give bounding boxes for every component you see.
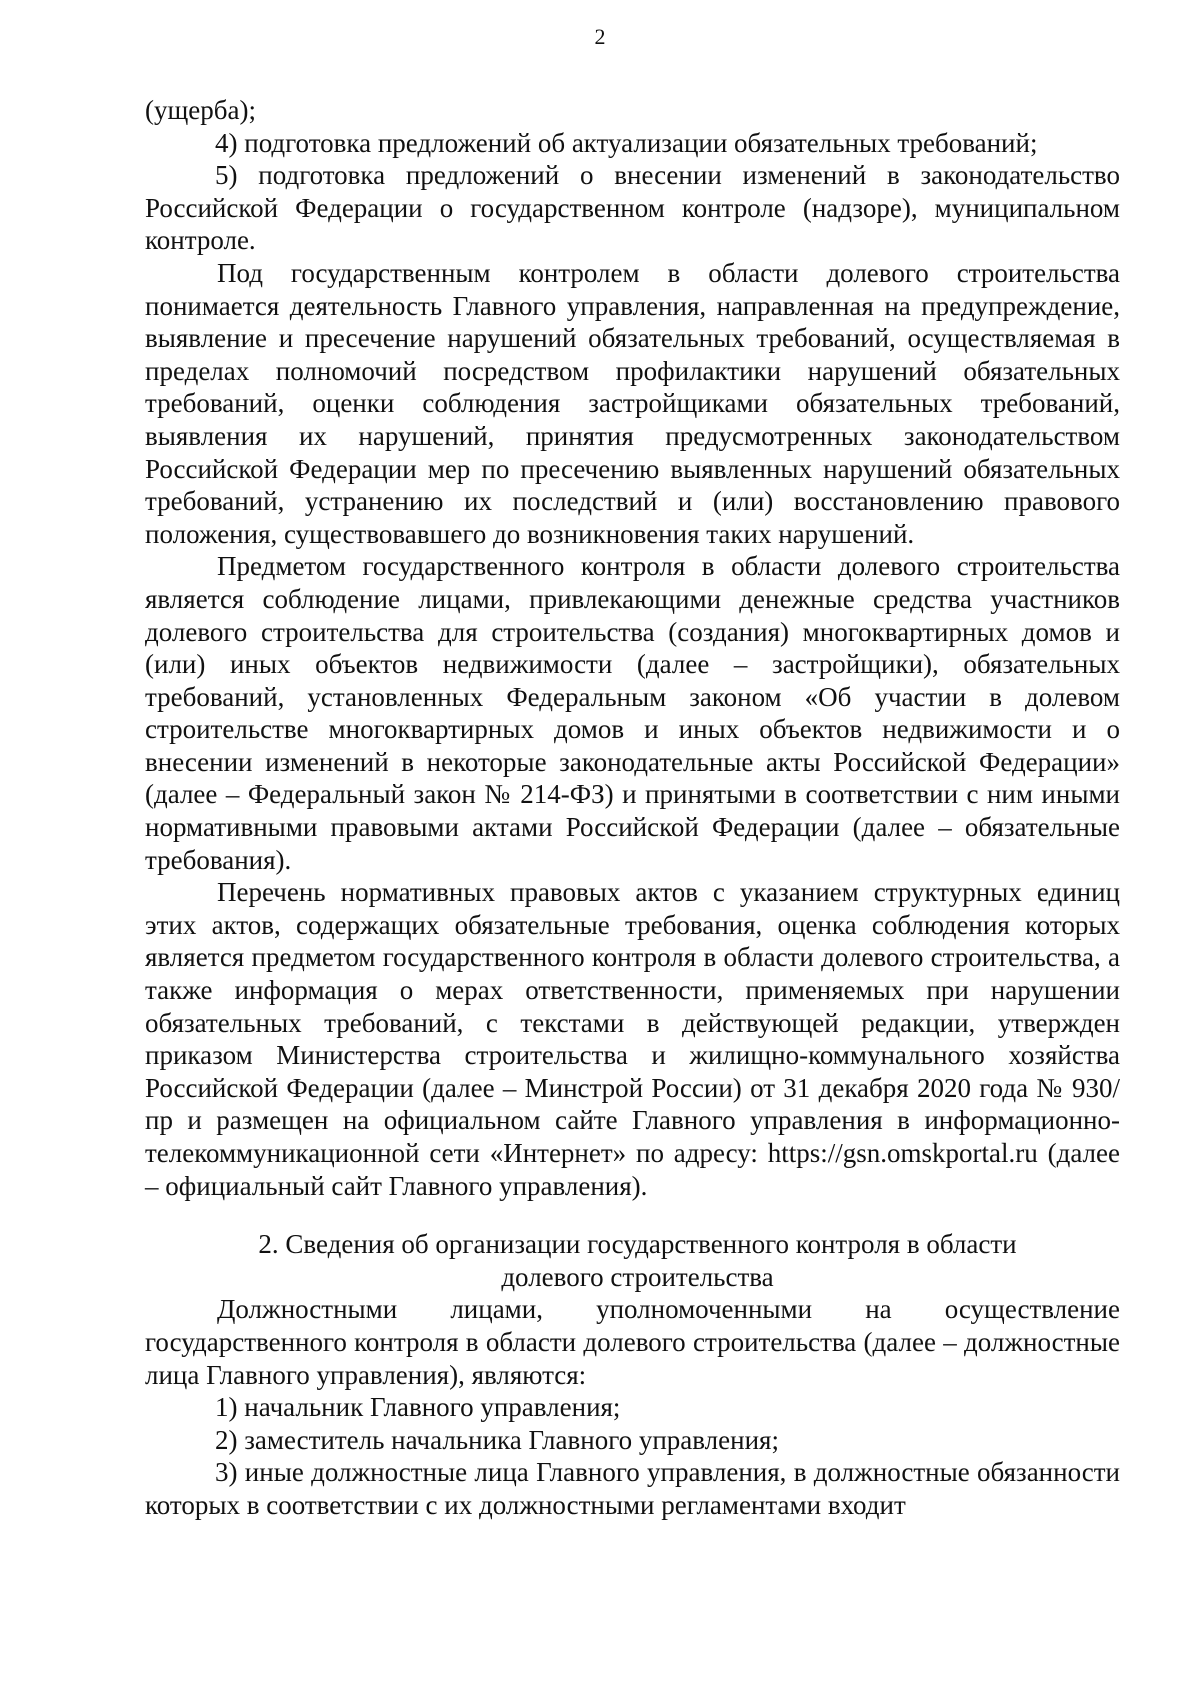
page-number: 2	[594, 24, 606, 49]
paragraph-continuation: (ущерба);	[145, 95, 256, 125]
paragraph-officials-intro: Должностными лицами, уполномоченными на осуществление государственного контроля в области долевого строительства (далее – должностные лица Главного управления), являются:	[145, 1294, 1120, 1390]
list-item-5: 5) подготовка предложений о внесении изменений в законодательство Российской Федерации о государственном контроле (надзоре), муниципальном контроле.	[145, 160, 1120, 256]
list-item-officials-3: 3) иные должностные лица Главного управления, в должностные обязанности которых в соответствии с их должностными регламентами входит	[145, 1457, 1120, 1520]
list-item-officials-2: 2) заместитель начальника Главного управления;	[215, 1424, 779, 1455]
paragraph-definition: Под государственным контролем в области долевого строительства понимается деятельность Главного управления, направленная на предупреждение, выявление и пресечение нарушений обязательных требований, осуществляемая в пределах полномочий посредством профилактики нарушений обязательных требований, оценки соблюдения застройщиками обязательных требований, выявления их нарушений, принятия предусмотренных законодательством Российской Федерации мер по пресечению выявленных нарушений обязательных требований, устранению их последствий и (или) восстановлению правового положения, существовавшего до возникновения таких нарушений.	[145, 257, 1120, 549]
section-heading	[145, 1228, 1120, 1293]
paragraph-list-of-acts: Перечень нормативных правовых актов с указанием структурных единиц этих актов, содержащих обязательные требования, оценка соблюдения которых является предметом государственного контроля в области долевого строительства, а также информация о мерах ответственности, применяемых при нарушении обязательных требований, с текстами в действующей редакции, утвержден приказом Министерства строительства и жилищно-коммунального хозяйства Российской Федерации (далее – Минстрой России) от 31 декабря 2020 года № 930/пр и размещен на официальном сайте Главного управления в информационно-телекоммуникационной сети «Интернет» по адресу: https://gsn.omskportal.ru (далее – официальный сайт Главного управления).	[145, 877, 1120, 1201]
list-item-4: 4) подготовка предложений об актуализации обязательных требований;	[215, 127, 1038, 158]
list-item-officials-1: 1) начальник Главного управления;	[215, 1392, 621, 1423]
paragraph-subject: Предметом государственного контроля в области долевого строительства является соблюдение лицами, привлекающими денежные средства участников долевого строительства для строительства (создания) многоквартирных домов и (или) иных объектов недвижимости (далее – застройщики), обязательных требований, установленных Федеральным законом «Об участии в долевом строительстве многоквартирных домов и иных объектов недвижимости и о внесении изменений в некоторые законодательные акты Российской Федерации» (далее – Федеральный закон № 214-ФЗ) и принятыми в соответствии с ним иными нормативными правовыми актами Российской Федерации (далее – обязательные требования).	[145, 551, 1120, 875]
section-heading-line-1: 2. Сведения об организации государственного контроля в области	[258, 1229, 1017, 1260]
section-heading-line-2: долевого строительства	[501, 1261, 774, 1292]
document-body	[145, 94, 1120, 1522]
